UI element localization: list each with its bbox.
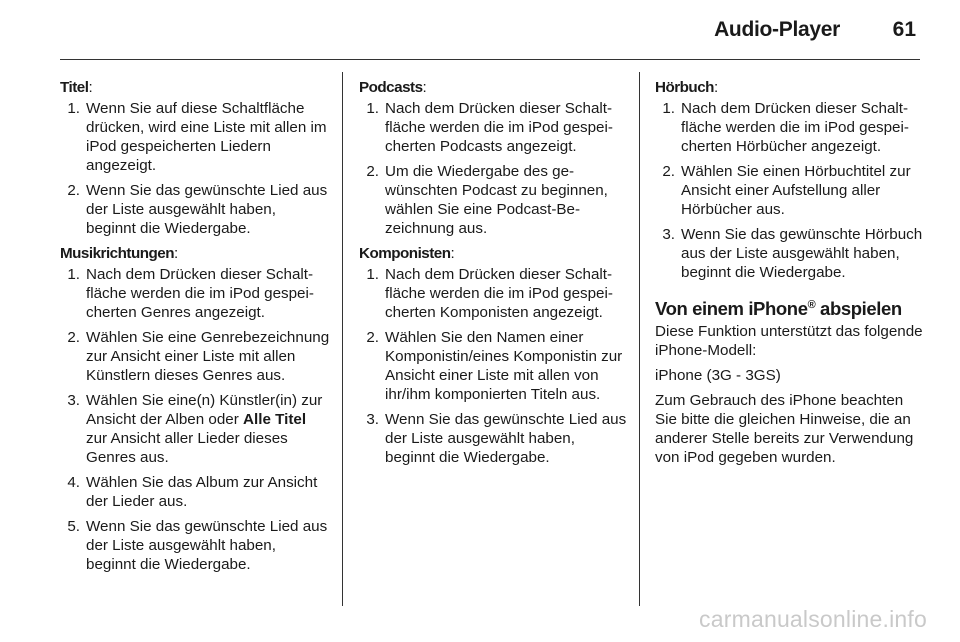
page-number: 61 — [892, 18, 916, 41]
watermark: carmanualsonline.info — [699, 606, 927, 632]
section-label-titel: Titel: — [60, 79, 93, 96]
list-item: 2. Wenn Sie das gewünschte Lied aus der Liste ausgewählt haben, beginnt die Wiedergabe. — [67, 182, 328, 237]
column-3 — [655, 78, 925, 473]
paragraph: iPhone (3G - 3GS) — [655, 367, 781, 384]
list-item: 1. Nach dem Drücken dieser Schaltfläche werden die im iPod gespeicherten Komponisten angezeigt. — [366, 266, 613, 321]
list-item: 3. Wählen Sie eine(n) Künstler(in) zur Ansicht der Alben oder Alle Titel zur Ansicht aller Lieder dieses Genres aus. — [67, 392, 323, 466]
section-label-hoerbuch: Hörbuch: — [655, 79, 719, 96]
list-item: 1. Nach dem Drücken dieser Schaltfläche werden die im iPod gespeicherten Hörbücher angezeigt. — [662, 100, 909, 155]
paragraph: Zum Gebrauch des iPhone beachten Sie bitte die gleichen Hinweise, die an anderer Stelle bereits zur Verwendung von iPod gegeben wurden. — [655, 392, 914, 466]
list-item: 2. Wählen Sie einen Hörbuchtitel zur Ansicht einer Aufstellung aller Hörbücher aus. — [662, 163, 911, 218]
list-item: 3. Wenn Sie das gewünschte Lied aus der Liste ausgewählt haben, beginnt die Wiedergabe. — [366, 411, 627, 466]
column-1 — [60, 78, 330, 580]
alle-titel-term: Alle Titel — [243, 411, 307, 428]
column-2 — [359, 78, 627, 473]
list-item: 2. Wählen Sie eine Genrebezeichnung zur Ansicht einer Liste mit allen Künstlern dieses Genres aus. — [67, 329, 330, 384]
list-item: 4. Wählen Sie das Album zur Ansicht der Lieder aus. — [67, 474, 318, 510]
list-item: 1. Wenn Sie auf diese Schaltfläche drücken, wird eine Liste mit allen im iPod gespeicherten Liedern angezeigt. — [67, 100, 327, 174]
list-item: 1. Nach dem Drücken dieser Schaltfläche werden die im iPod gespeicherten Podcasts angezeigt. — [366, 100, 613, 155]
section-heading-iphone: Von einem iPhone® abspielen — [655, 298, 902, 319]
section-label-podcasts: Podcasts: — [359, 79, 427, 96]
column-divider-2 — [639, 72, 640, 606]
section-label-musikrichtungen: Musikrichtungen: — [60, 245, 179, 262]
page-title: Audio-Player — [714, 18, 840, 41]
hoerbuch-list — [655, 99, 925, 282]
column-divider-1 — [342, 72, 343, 606]
list-item: 2. Um die Wiedergabe des gewünschten Podcast zu beginnen, wählen Sie eine Podcast-Bezeichnung aus. — [366, 163, 608, 237]
komponisten-list — [359, 265, 627, 467]
section-label-komponisten: Komponisten: — [359, 245, 455, 262]
list-item: 2. Wählen Sie den Namen einer Komponistin/eines Komponistin zur Ansicht einer Liste mit allen von ihr/ihm komponierten Titeln aus. — [366, 329, 623, 403]
list-item: 5. Wenn Sie das gewünschte Lied aus der Liste ausgewählt haben, beginnt die Wiedergabe. — [67, 518, 328, 573]
paragraph: Diese Funktion unterstützt das folgende iPhone-Modell: — [655, 323, 923, 359]
list-item: 1. Nach dem Drücken dieser Schaltfläche werden die im iPod gespeicherten Genres angezeigt. — [67, 266, 314, 321]
header-divider — [60, 59, 920, 60]
titel-list — [60, 99, 330, 238]
podcasts-list — [359, 99, 627, 238]
list-item: 3. Wenn Sie das gewünschte Hörbuch aus der Liste ausgewählt haben, beginnt die Wiedergabe. — [662, 226, 923, 281]
musikrichtungen-list — [60, 265, 330, 574]
